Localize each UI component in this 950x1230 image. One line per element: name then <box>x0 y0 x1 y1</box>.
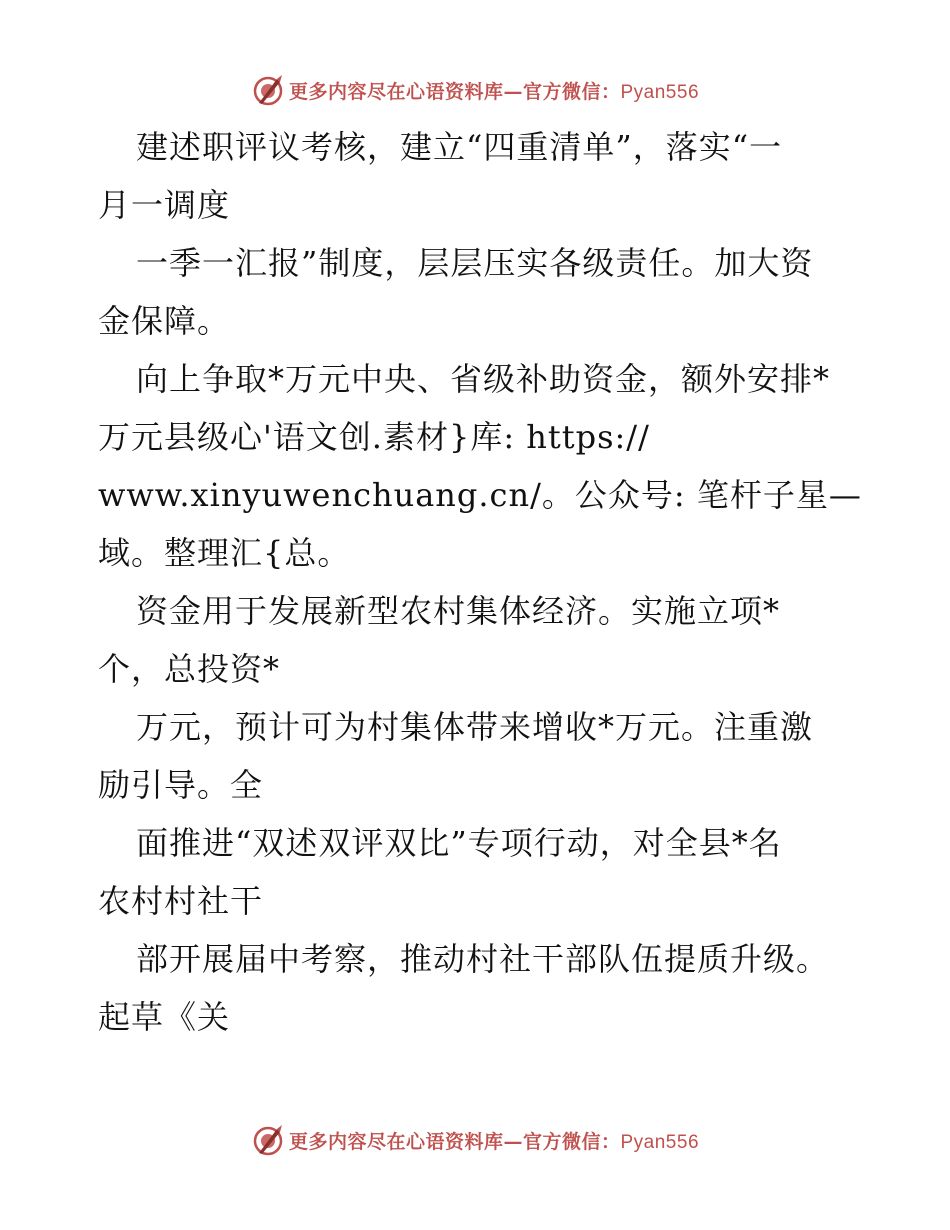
text-line: 励引导。全 <box>98 766 264 804</box>
header-watermark <box>0 70 950 110</box>
footer-watermark <box>0 1120 950 1160</box>
text-line: www.xinyuwenchuang.cn/。公众号: 笔杆子星— <box>98 476 862 514</box>
text-line: 建述职评议考核，建立“四重清单”，落实“一 <box>136 128 783 166</box>
watermark-text: 更多内容尽在心语资料库—官方微信：Pyan556 <box>288 1130 700 1153</box>
document-body <box>98 118 862 1046</box>
quill-pen-logo-icon <box>251 73 285 107</box>
text-line: 个，总投资* <box>98 650 281 688</box>
text-line: 面推进“双述双评双比”专项行动，对全县*名 <box>136 824 782 862</box>
watermark-text: 更多内容尽在心语资料库—官方微信：Pyan556 <box>288 80 700 103</box>
text-line: 万元，预计可为村集体带来增收*万元。注重激 <box>136 708 814 746</box>
text-line: 金保障。 <box>98 302 231 340</box>
text-line: 域。整理汇{总。 <box>98 534 351 572</box>
text-line: 资金用于发展新型农村集体经济。实施立项* <box>136 592 781 630</box>
text-line: 一季一汇报”制度，层层压实各级责任。加大资 <box>136 244 814 282</box>
text-line: 万元县级心'语文创.素材}库: https:// <box>98 418 650 456</box>
text-line: 起草《关 <box>98 998 231 1036</box>
text-line: 向上争取*万元中央、省级补助资金，额外安排* <box>136 360 831 398</box>
text-line: 农村村社干 <box>98 882 264 920</box>
text-line: 部开展届中考察，推动村社干部队伍提质升级。 <box>136 940 830 978</box>
quill-pen-logo-icon <box>251 1123 285 1157</box>
text-line: 月一调度 <box>98 186 231 224</box>
